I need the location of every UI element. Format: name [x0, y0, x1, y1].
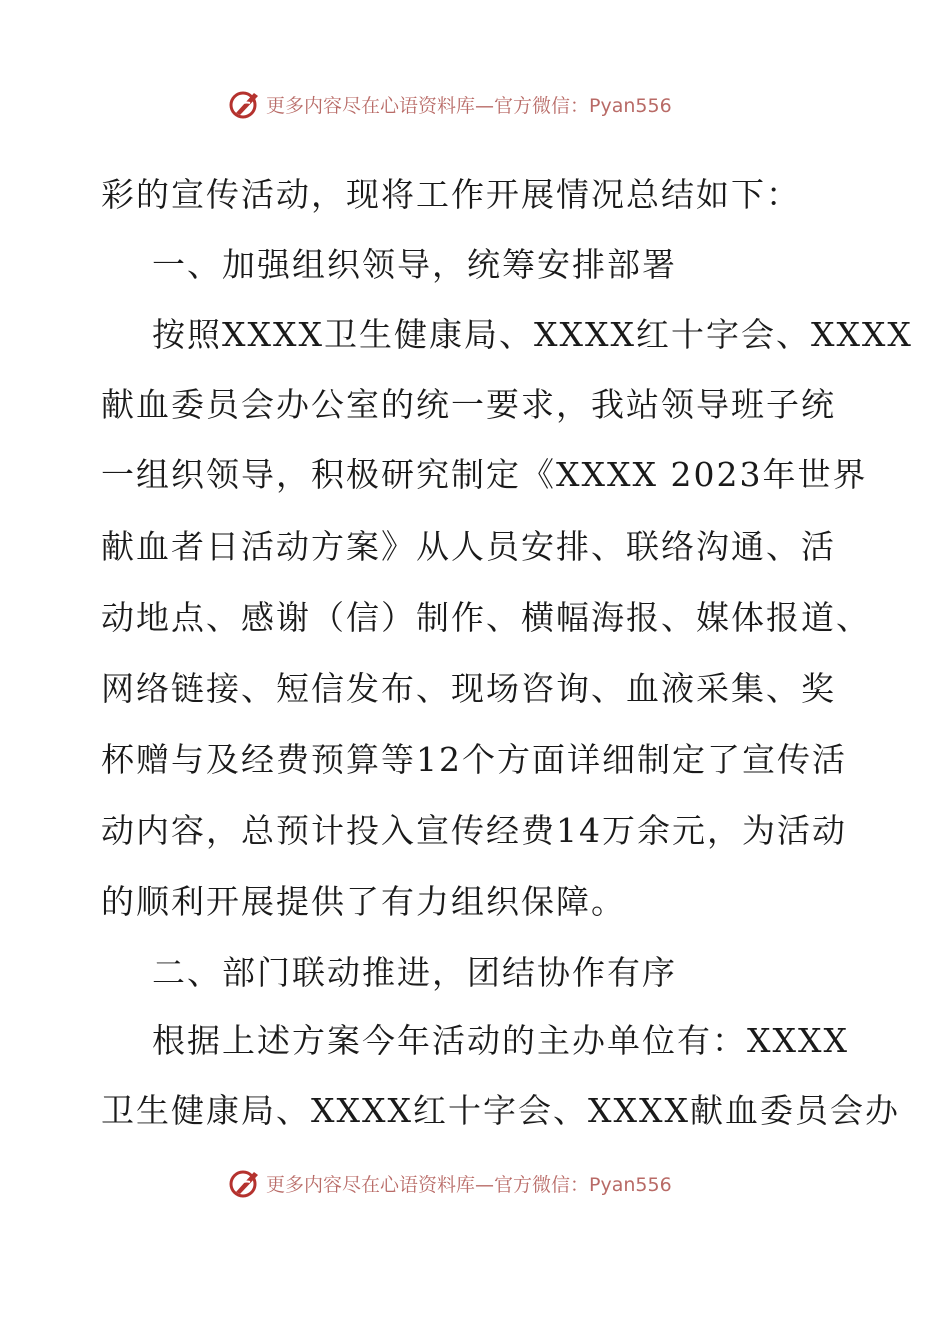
pen-logo-icon	[228, 87, 262, 121]
section-heading: 二、部门联动推进，团结协作有序	[152, 953, 677, 992]
section-heading: 一、加强组织领导，统筹安排部署	[152, 245, 677, 284]
body-line: 的顺利开展提供了有力组织保障。	[101, 882, 626, 921]
body-line: 献血委员会办公室的统一要求，我站领导班子统	[101, 385, 836, 424]
body-line: 网络链接、短信发布、现场咨询、血液采集、奖	[101, 669, 836, 708]
pen-logo-icon	[228, 1166, 262, 1200]
body-line: 献血者日活动方案》从人员安排、联络沟通、活	[101, 527, 836, 566]
body-line: 卫生健康局、XXXX红十字会、XXXX献血委员会办	[101, 1091, 900, 1130]
watermark-text: 更多内容尽在心语资料库—官方微信：Pyan556	[266, 94, 672, 117]
body-line: 动地点、感谢（信）制作、横幅海报、媒体报道、	[101, 598, 871, 637]
watermark-text: 更多内容尽在心语资料库—官方微信：Pyan556	[266, 1173, 672, 1196]
watermark-header	[228, 84, 672, 124]
body-line: 彩的宣传活动，现将工作开展情况总结如下：	[101, 175, 801, 214]
body-line: 按照XXXX卫生健康局、XXXX红十字会、XXXX	[152, 315, 913, 354]
watermark-footer	[228, 1163, 672, 1203]
body-line: 一组织领导，积极研究制定《XXXX 2023年世界	[101, 455, 868, 494]
body-line: 根据上述方案今年活动的主办单位有：XXXX	[152, 1021, 849, 1060]
body-line: 杯赠与及经费预算等12个方面详细制定了宣传活	[101, 740, 847, 779]
body-line: 动内容，总预计投入宣传经费14万余元，为活动	[101, 811, 847, 850]
